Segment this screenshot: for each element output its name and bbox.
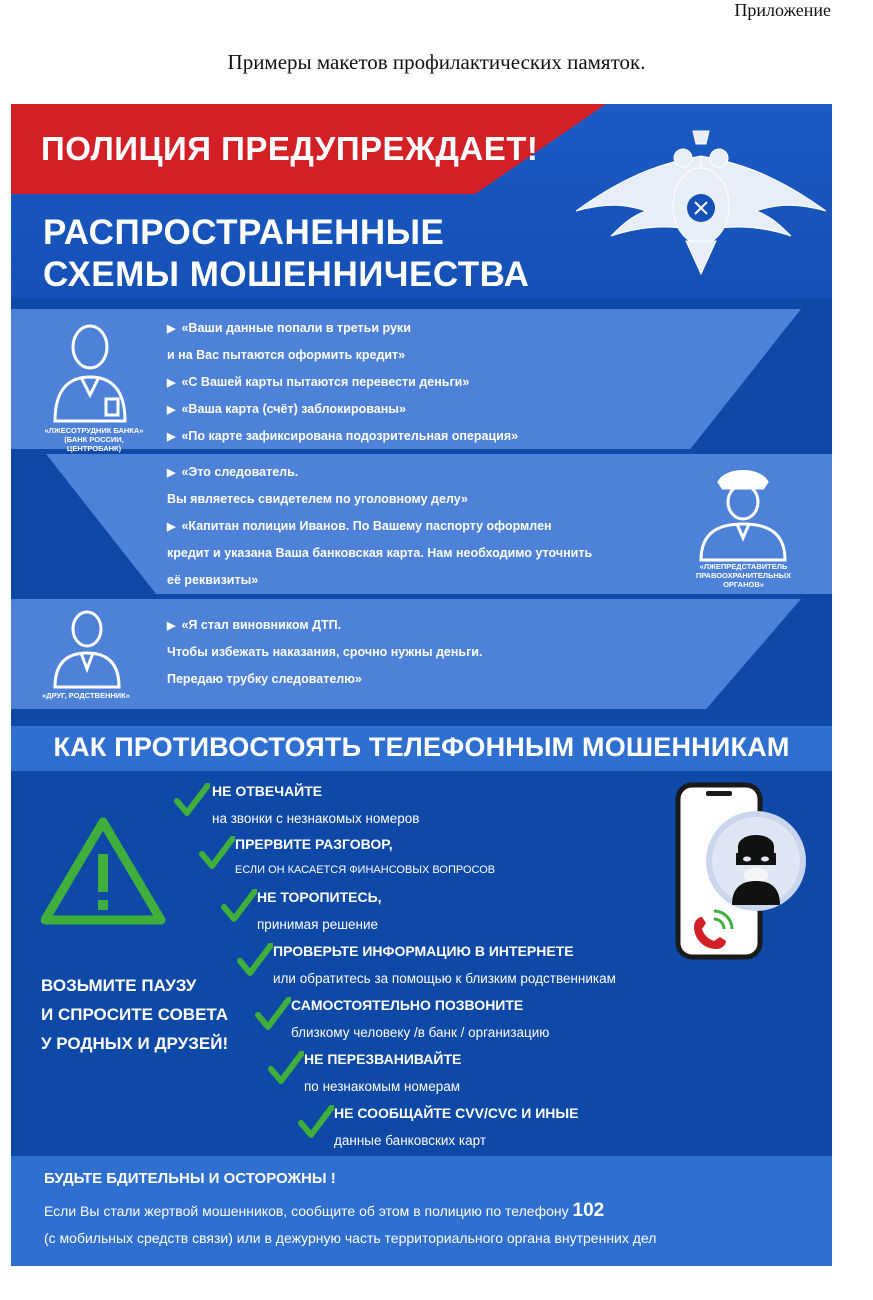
scheme-1-lines (167, 315, 518, 450)
scheme-2-caption-line-3: ОРГАНОВ» (723, 580, 764, 589)
scheme-2-caption-line-2: ПРАВООХРАНИТЕЛЬНЫХ (695, 571, 792, 580)
scheme-band-2 (11, 454, 832, 594)
tip-2-sub: ЕСЛИ ОН КАСАЕТСЯ ФИНАНСОВЫХ ВОПРОСОВ (235, 864, 496, 876)
banner-text: ПОЛИЦИЯ ПРЕДУПРЕЖДАЕТ! (41, 130, 539, 167)
warning-triangle-icon (41, 816, 166, 926)
scheme-3-caption-line-1: «ДРУГ, РОДСТВЕННИК» (42, 691, 130, 700)
scheme-1-caption-line-2: (БАНК РОССИИ, ЦЕНТРОБАНК) (64, 435, 124, 453)
check-icon (237, 943, 273, 979)
bank-employee-icon (51, 317, 129, 423)
tip-4-title: ПРОВЕРЬТЕ ИНФОРМАЦИЮ В ИНТЕРНЕТЕ (273, 943, 574, 959)
tip-5-title: САМОСТОЯТЕЛЬНО ПОЗВОНИТЕ (291, 997, 524, 1013)
check-icon (268, 1051, 304, 1087)
check-icon (221, 889, 257, 925)
scheme-band-3 (11, 599, 832, 709)
main-heading (43, 212, 529, 296)
scheme-2-caption-line-1: «ЛЖЕПРЕДСТАВИТЕЛЬ (699, 562, 788, 571)
thief-icon (706, 811, 806, 911)
scheme-1-caption-line-1: «ЛЖЕСОТРУДНИК БАНКА» (44, 426, 144, 435)
scheme-1-line-3: ▶ «С Вашей карты пытаются перевести деньги» (167, 375, 470, 389)
scheme-3-line-1: ▶ «Я стал виновником ДТП. (167, 618, 342, 632)
scheme-1-line-5: ▶ «По карте зафиксирована подозрительная операция» (167, 429, 519, 443)
check-icon (298, 1105, 334, 1141)
scheme-1-line-4: ▶ «Ваша карта (счёт) заблокированы» (167, 402, 406, 416)
scheme-3-line-3: Передаю трубку следователю» (167, 672, 362, 686)
eagle-emblem-icon (571, 116, 831, 276)
tip-1-title: НЕ ОТВЕЧАЙТЕ (212, 783, 323, 799)
friend-icon (51, 607, 123, 689)
scheme-3-lines (167, 612, 482, 693)
scheme-band-1 (11, 309, 832, 453)
scheme-2-lines (167, 459, 592, 594)
tip-3-title: НЕ ТОРОПИТЕСЬ, (257, 889, 382, 905)
tip-4-sub: или обратитесь за помощью к близким родственникам (273, 971, 616, 986)
footer-line-1: Если Вы стали жертвой мошенников, сообщите об этом в полицию по телефону 102 (44, 1200, 605, 1221)
scheme-2-line-4: кредит и указана Ваша банковская карта. Нам необходимо уточнить (167, 546, 593, 560)
check-icon (255, 997, 291, 1033)
scheme-2-line-1: ▶ «Это следователь. (167, 465, 299, 479)
tip-2-title: ПРЕРВИТЕ РАЗГОВОР, (235, 836, 393, 852)
tip-7-sub: данные банковских карт (334, 1133, 487, 1148)
pause-line-2: И СПРОСИТЕ СОВЕТА (41, 1005, 228, 1024)
footer-line-2: (с мобильных средств связи) или в дежурную часть территориального органа внутренних дел (44, 1230, 657, 1246)
tip-1-sub: на звонки с незнакомых номеров (212, 811, 420, 826)
appendix-label: Приложение (734, 0, 831, 20)
poster (11, 104, 832, 1266)
poster-header (11, 104, 832, 299)
scheme-2-line-5: её реквизиты» (167, 573, 259, 587)
pause-line-3: У РОДНЫХ И ДРУЗЕЙ! (41, 1034, 229, 1053)
scheme-1-line-2: и на Вас пытаются оформить кредит» (167, 348, 406, 362)
footer-phone: 102 (572, 1200, 605, 1221)
how-heading: КАК ПРОТИВОСТОЯТЬ ТЕЛЕФОННЫМ МОШЕННИКАМ (53, 732, 790, 762)
tip-3-sub: принимая решение (257, 917, 379, 932)
document-title: Примеры макетов профилактических памяток. (227, 50, 646, 74)
tip-6-sub: по незнакомым номерам (304, 1079, 461, 1094)
tip-7-title: НЕ СООБЩАЙТЕ CVV/CVC И ИНЫЕ (334, 1105, 579, 1121)
tip-5-sub: близкому человеку /в банк / организацию (291, 1025, 550, 1040)
scheme-2-line-2: Вы являетесь свидетелем по уголовному делу» (167, 492, 468, 506)
tip-6-title: НЕ ПЕРЕЗВАНИВАЙТЕ (304, 1051, 462, 1067)
phone-icon (666, 781, 816, 961)
scheme-1-line-1: ▶ «Ваши данные попали в третьи руки (167, 321, 411, 335)
check-icon (174, 783, 210, 819)
scheme-2-line-3: ▶ «Капитан полиции Иванов. По Вашему паспорту оформлен (167, 519, 552, 533)
police-officer-icon (697, 462, 789, 562)
pause-text (41, 971, 228, 1058)
how-banner (11, 726, 832, 771)
heading-line-2: СХЕМЫ МОШЕННИЧЕСТВА (43, 255, 530, 294)
scheme-3-line-2: Чтобы избежать наказания, срочно нужны деньги. (167, 645, 483, 659)
check-icon (199, 836, 235, 872)
footer (11, 1156, 832, 1266)
footer-title: БУДЬТЕ БДИТЕЛЬНЫ И ОСТОРОЖНЫ ! (44, 1170, 336, 1187)
pause-line-1: ВОЗЬМИТЕ ПАУЗУ (41, 976, 197, 995)
tips-area (11, 771, 832, 1151)
heading-line-1: РАСПРОСТРАНЕННЫЕ (43, 213, 445, 252)
